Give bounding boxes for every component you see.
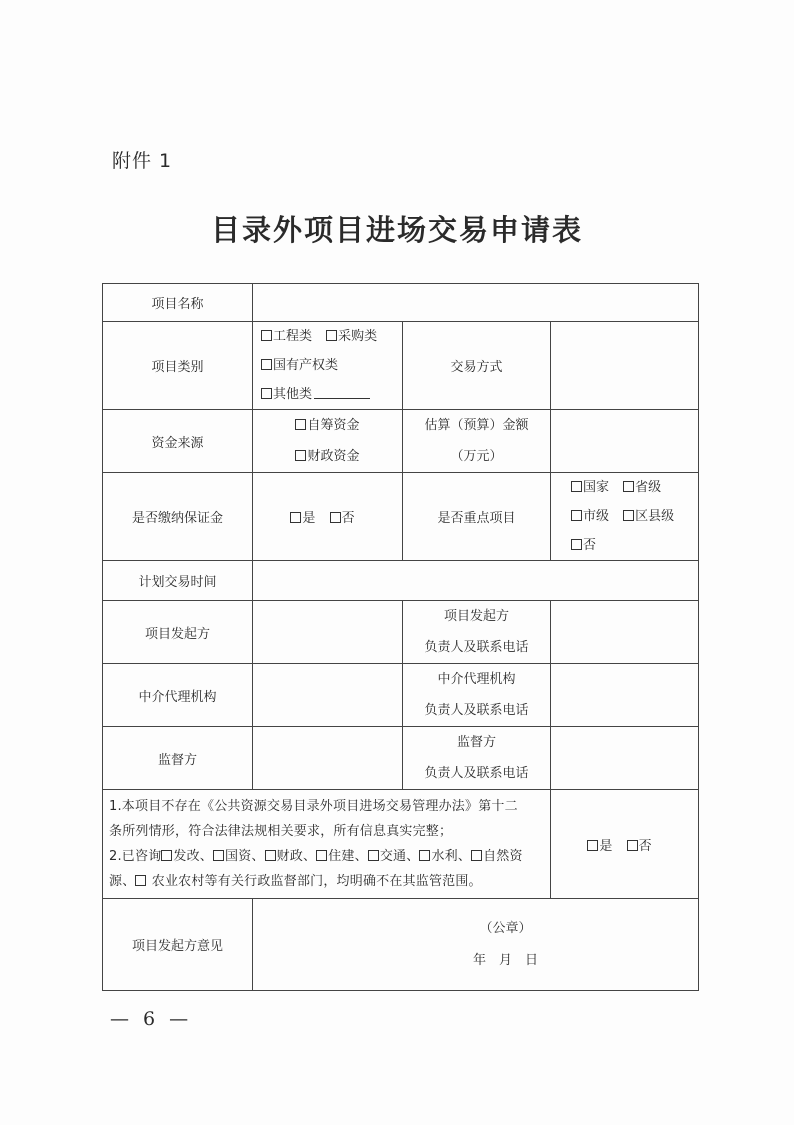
- statement-line-2: 条所列情形，符合法律法规相关要求，所有信息真实完整；: [109, 824, 453, 839]
- checkbox-icon[interactable]: [213, 850, 224, 861]
- checkbox-icon[interactable]: [261, 359, 272, 370]
- plan-time-field[interactable]: [253, 561, 699, 601]
- level-option-provincial[interactable]: 省级: [623, 473, 661, 502]
- trade-method-field[interactable]: [551, 322, 699, 410]
- agency-field[interactable]: [253, 664, 403, 727]
- supervisor-field[interactable]: [253, 727, 403, 790]
- dept-nongye: 农业农村等有关行政监督部门，均明确不在其监管范围。: [151, 874, 482, 889]
- checkbox-icon[interactable]: [587, 840, 598, 851]
- row-deposit: [103, 473, 699, 561]
- statement-text: [103, 790, 551, 899]
- row-plan-time: [103, 561, 699, 601]
- initiator-contact-label: [403, 601, 551, 664]
- row-initiator: [103, 601, 699, 664]
- checkbox-icon[interactable]: [265, 850, 276, 861]
- estimated-amount-unit: （万元）: [450, 449, 503, 464]
- statement-yes-option[interactable]: 是: [587, 835, 612, 854]
- page-number: — 6 —: [110, 1008, 193, 1030]
- project-name-field[interactable]: [253, 284, 699, 322]
- initiator-contact-label-line2: 负责人及联系电话: [424, 640, 529, 655]
- dept-fagai: 发改、: [173, 849, 214, 864]
- trade-method-label: 交易方式: [403, 322, 551, 410]
- checkbox-icon[interactable]: [419, 850, 430, 861]
- checkbox-icon[interactable]: [627, 840, 638, 851]
- plan-time-label: 计划交易时间: [103, 561, 253, 601]
- agency-label: 中介代理机构: [103, 664, 253, 727]
- category-option-engineering[interactable]: 工程类: [261, 322, 312, 351]
- supervisor-contact-label: [403, 727, 551, 790]
- initiator-field[interactable]: [253, 601, 403, 664]
- agency-contact-label-line2: 负责人及联系电话: [424, 703, 529, 718]
- funding-option-fiscal[interactable]: 财政资金: [253, 441, 402, 472]
- row-agency: [103, 664, 699, 727]
- deposit-no-option[interactable]: 否: [330, 507, 355, 526]
- agency-contact-label-line1: 中介代理机构: [437, 672, 516, 687]
- level-option-national[interactable]: 国家: [571, 473, 609, 502]
- checkbox-icon[interactable]: [290, 512, 301, 523]
- initiator-contact-field[interactable]: [551, 601, 699, 664]
- key-project-label: 是否重点项目: [403, 473, 551, 561]
- estimated-amount-label: [403, 410, 551, 473]
- date-label: 年 月 日: [473, 952, 539, 968]
- supervisor-contact-label-line2: 负责人及联系电话: [424, 766, 529, 781]
- initiator-label: 项目发起方: [103, 601, 253, 664]
- checkbox-icon[interactable]: [571, 510, 582, 521]
- checkbox-icon[interactable]: [295, 450, 306, 461]
- deposit-options: [253, 473, 403, 561]
- checkbox-icon[interactable]: [261, 330, 272, 341]
- row-opinion: [103, 899, 699, 991]
- statement-line-3: 2.已咨询 发改、 国资、 财政、 住建、 交通、 水利、 自然资: [109, 849, 523, 864]
- funding-option-self[interactable]: 自筹资金: [253, 410, 402, 441]
- level-option-city[interactable]: 市级: [571, 502, 609, 531]
- dept-jiaotong: 交通、: [379, 849, 420, 864]
- deposit-yes-option[interactable]: 是: [290, 507, 315, 526]
- category-option-state-property[interactable]: 国有产权类: [261, 351, 338, 380]
- opinion-field[interactable]: [253, 899, 699, 991]
- row-funding: [103, 410, 699, 473]
- checkbox-icon[interactable]: [261, 388, 272, 399]
- checkbox-icon[interactable]: [623, 481, 634, 492]
- funding-options: [253, 410, 403, 473]
- dept-caizheng: 财政、: [276, 849, 317, 864]
- checkbox-icon[interactable]: [295, 419, 306, 430]
- level-option-district[interactable]: 区县级: [623, 502, 674, 531]
- category-option-other[interactable]: 其他类: [261, 380, 370, 409]
- dept-guozi: 国资、: [225, 849, 265, 864]
- annex-label: 附件 1: [112, 150, 173, 172]
- project-name-label: 项目名称: [103, 284, 253, 322]
- checkbox-icon[interactable]: [316, 850, 327, 861]
- estimated-amount-field[interactable]: [551, 410, 699, 473]
- form-title: 目录外项目进场交易申请表: [210, 213, 583, 247]
- supervisor-contact-field[interactable]: [551, 727, 699, 790]
- row-project-category: [103, 322, 699, 410]
- application-form-table: [102, 283, 699, 991]
- funding-label: 资金来源: [103, 410, 253, 473]
- seal-label: （公章）: [479, 920, 532, 936]
- agency-contact-label: [403, 664, 551, 727]
- estimated-amount-label-line1: 估算（预算）金额: [424, 418, 529, 433]
- checkbox-icon[interactable]: [623, 510, 634, 521]
- statement-confirm-options: [551, 790, 699, 899]
- supervisor-label: 监督方: [103, 727, 253, 790]
- level-option-no[interactable]: 否: [571, 531, 596, 560]
- dept-shuili: 水利、: [431, 849, 472, 864]
- statement-no-option[interactable]: 否: [627, 835, 652, 854]
- category-options: [253, 322, 403, 410]
- checkbox-icon[interactable]: [368, 850, 379, 861]
- deposit-label: 是否缴纳保证金: [103, 473, 253, 561]
- statement-line-1: 1.本项目不存在《公共资源交易目录外项目进场交易管理办法》第十二: [109, 799, 518, 814]
- category-label: 项目类别: [103, 322, 253, 410]
- checkbox-icon[interactable]: [471, 850, 482, 861]
- other-blank-line[interactable]: [314, 386, 370, 399]
- statement-line-4: 源、 农业农村等有关行政监督部门，均明确不在其监管范围。: [109, 874, 482, 889]
- key-project-levels: [551, 473, 699, 561]
- checkbox-icon[interactable]: [135, 875, 146, 886]
- supervisor-contact-label-line1: 监督方: [456, 735, 496, 750]
- checkbox-icon[interactable]: [330, 512, 341, 523]
- checkbox-icon[interactable]: [571, 481, 582, 492]
- row-project-name: [103, 284, 699, 322]
- dept-ziran: 自然资: [483, 849, 523, 864]
- dept-zhujian: 住建、: [328, 849, 368, 864]
- checkbox-icon[interactable]: [161, 850, 172, 861]
- initiator-contact-label-line1: 项目发起方: [443, 609, 509, 624]
- opinion-label: 项目发起方意见: [103, 899, 253, 991]
- row-supervisor: [103, 727, 699, 790]
- checkbox-icon[interactable]: [326, 330, 337, 341]
- category-option-procurement[interactable]: 采购类: [326, 322, 377, 351]
- row-statement: [103, 790, 699, 899]
- checkbox-icon[interactable]: [571, 539, 582, 550]
- agency-contact-field[interactable]: [551, 664, 699, 727]
